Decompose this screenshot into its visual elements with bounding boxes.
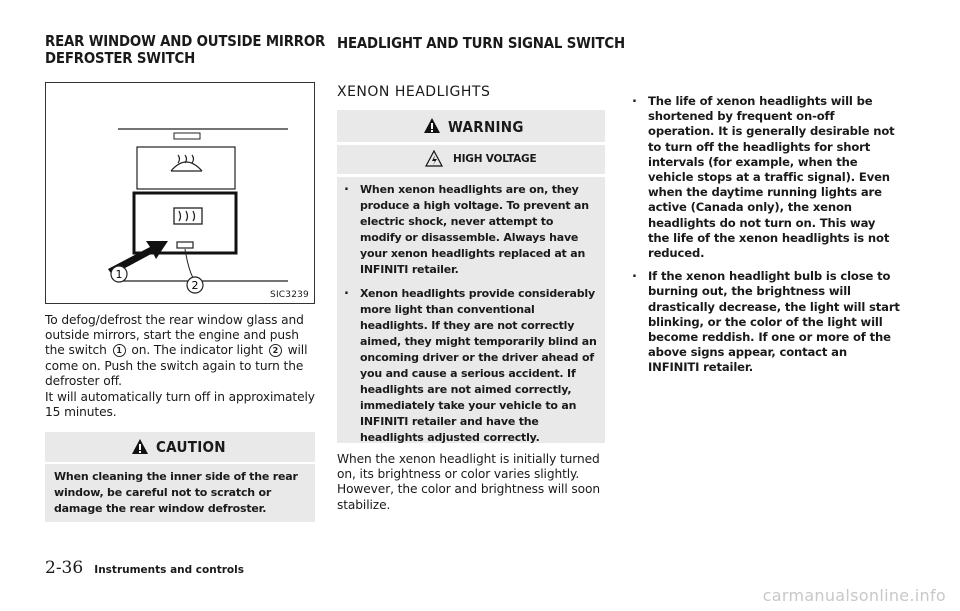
caution-box bbox=[45, 432, 315, 522]
figure-code: SIC3239 bbox=[270, 290, 309, 300]
left-header-line-1: REAR WINDOW AND OUTSIDE MIRROR bbox=[45, 32, 326, 50]
warning-title: WARNING bbox=[448, 118, 524, 136]
defroster-switch-illustration bbox=[46, 83, 314, 303]
page-number: 2-36 bbox=[45, 558, 84, 578]
callout-1: 1 bbox=[115, 268, 123, 281]
xenon-initial-text: When the xenon headlight is initially turned on, its brightness or color varies slightly. However, the color and brightness will soon stabilize. bbox=[337, 452, 600, 512]
defog-text-b: on. The indicator light bbox=[131, 343, 264, 358]
front-defroster-icon bbox=[171, 155, 202, 171]
defog-instructions bbox=[45, 313, 317, 389]
watermark: carmanualsonline.info bbox=[762, 586, 946, 605]
page-footer bbox=[45, 558, 244, 578]
life-bullet-2: . If the xenon headlight bulb is close to burning out, the brightness will drastically decrease, the light will start blinking, or the color of the light will become reddish. If one or more of the above signs appear, contact an INFINITI retailer. bbox=[628, 269, 900, 375]
caution-triangle-icon bbox=[131, 438, 149, 455]
life-bullet-1: . The life of xenon headlights will be shortened by frequent on-off operation. It is generally desirable not to turn off the headlights for short intervals (for example, when the vehicle stops at a traffic signal). Even when the daytime running lights are active (Canada only), the xenon headlights do not turn on. This way the life of the xenon headlights is not reduced. bbox=[628, 94, 900, 261]
left-header-line-2: DEFROSTER SWITCH bbox=[45, 49, 196, 67]
high-voltage-header bbox=[337, 145, 605, 174]
warning-header bbox=[337, 110, 605, 142]
right-section-header: HEADLIGHT AND TURN SIGNAL SWITCH bbox=[337, 34, 625, 52]
warning-bullet-1: . When xenon headlights are on, they produce a high voltage. To prevent an electric shock, never attempt to modify or disassemble. Always have your xenon headlights replaced at an INFINITI retailer. bbox=[340, 182, 598, 278]
warning-triangle-icon bbox=[423, 117, 441, 134]
left-section-header bbox=[45, 33, 325, 67]
indicator-light bbox=[177, 242, 193, 248]
defog-text-a: To defog/defrost the rear window glass and outside mirrors, start the engine and push the switch bbox=[45, 313, 304, 358]
xenon-section-title: XENON HEADLIGHTS bbox=[337, 84, 491, 100]
footer-section-name: Instruments and controls bbox=[94, 564, 244, 576]
defog-text-c: will come on. Push the switch again to turn the defroster off. bbox=[45, 343, 308, 388]
xenon-life-bullets bbox=[628, 94, 900, 384]
warning-content bbox=[337, 177, 605, 443]
high-voltage-title: HIGH VOLTAGE bbox=[453, 153, 537, 165]
caution-text: When cleaning the inner side of the rear window, be careful not to scratch or damage the rear window defroster. bbox=[54, 470, 298, 515]
caution-title: CAUTION bbox=[156, 438, 226, 456]
callout-2: 2 bbox=[191, 279, 199, 292]
auto-off-text: It will automatically turn off in approximately 15 minutes. bbox=[45, 390, 315, 420]
warning-bullet-list bbox=[340, 182, 598, 454]
high-voltage-icon bbox=[425, 150, 443, 167]
marker-1: 1 bbox=[113, 344, 126, 357]
marker-2: 2 bbox=[269, 344, 282, 357]
warning-bullet-2: . Xenon headlights provide considerably more light than conventional headlights. If they are not correctly aimed, they might temporarily blind an oncoming driver or the driver ahead of you and cause a serious accident. If headlights are not aimed correctly, immediately take your vehicle to an INFINITI retailer and have the headlights adjusted correctly. bbox=[340, 286, 598, 446]
switch-figure bbox=[45, 82, 315, 304]
